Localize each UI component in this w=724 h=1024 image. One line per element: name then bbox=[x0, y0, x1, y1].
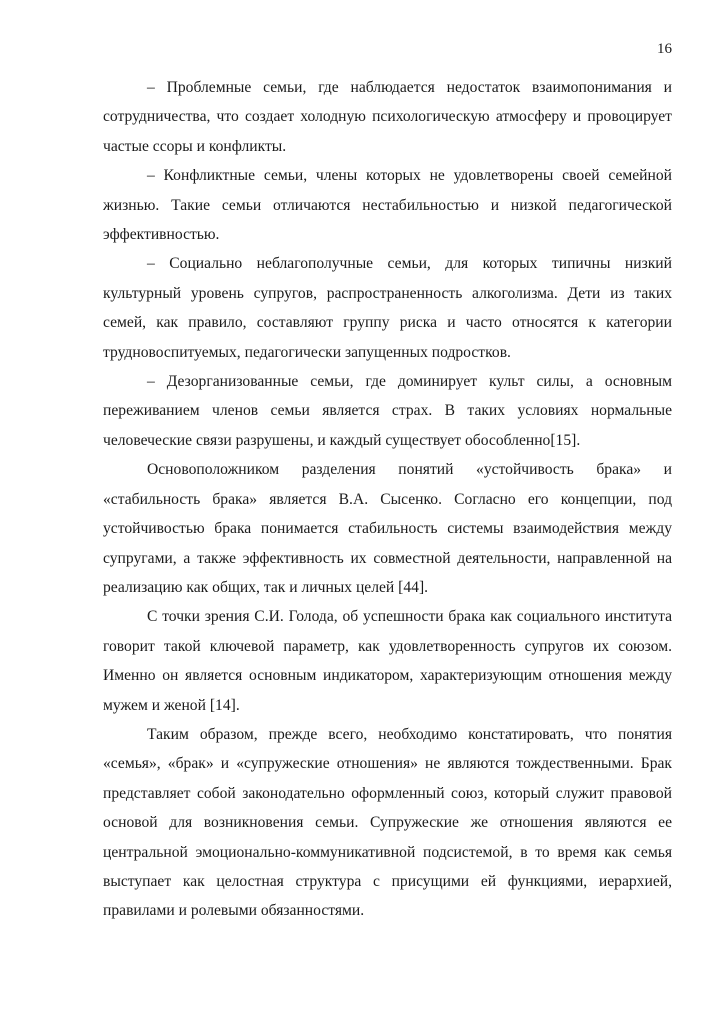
paragraph-golod-view: С точки зрения С.И. Голода, об успешности брака как социального института говорит такой ключевой параметр, как удовлетворенность супругов их союзом. Именно он является основным индикатором, характеризующим отношения между мужем и женой [14]. bbox=[103, 608, 672, 714]
document-body bbox=[103, 73, 672, 926]
paragraph-conclusion: Таким образом, прежде всего, необходимо констатировать, что понятия «семья», «брак» и «супружеские отношения» не являются тождественными. Брак представляет собой законодательно оформленный союз, который служит правовой основой для возникновения семьи. Супружеские же отношения являются ее центральной эмоционально-коммуникативной подсистемой, в то время как семья выступает как целостная структура с присущими ей функциями, иерархией, правилами и ролевыми обязанностями. bbox=[103, 725, 672, 920]
paragraph-sysenko-concept: Основоположником разделения понятий «устойчивость брака» и «стабильность брака» является В.А. Сысенко. Согласно его концепции, под устойчивостью брака понимается стабильность системы взаимодействия между супругами, а также эффективность их совместной деятельности, направленной на реализацию как общих, так и личных целей [44]. bbox=[103, 461, 672, 596]
paragraph-disorganized-families: – Дезорганизованные семьи, где доминирует культ силы, а основным переживанием членов семьи является страх. В таких условиях нормальные человеческие связи разрушены, и каждый существует обособленно[15]. bbox=[103, 373, 672, 449]
paragraph-problem-families: – Проблемные семьи, где наблюдается недостаток взаимопонимания и сотрудничества, что создает холодную психологическую атмосферу и провоцирует частые ссоры и конфликты. bbox=[103, 79, 672, 155]
page-number: 16 bbox=[657, 41, 672, 57]
paragraph-dysfunctional-families: – Социально неблагополучные семьи, для которых типичны низкий культурный уровень супругов, распространенность алкоголизма. Дети из таких семей, как правило, составляют группу риска и часто относятся к категории трудновоспитуемых, педагогически запущенных подростков. bbox=[103, 255, 672, 361]
paragraph-conflict-families: – Конфликтные семьи, члены которых не удовлетворены своей семейной жизнью. Такие семьи отличаются нестабильностью и низкой педагогической эффективностью. bbox=[103, 167, 672, 244]
